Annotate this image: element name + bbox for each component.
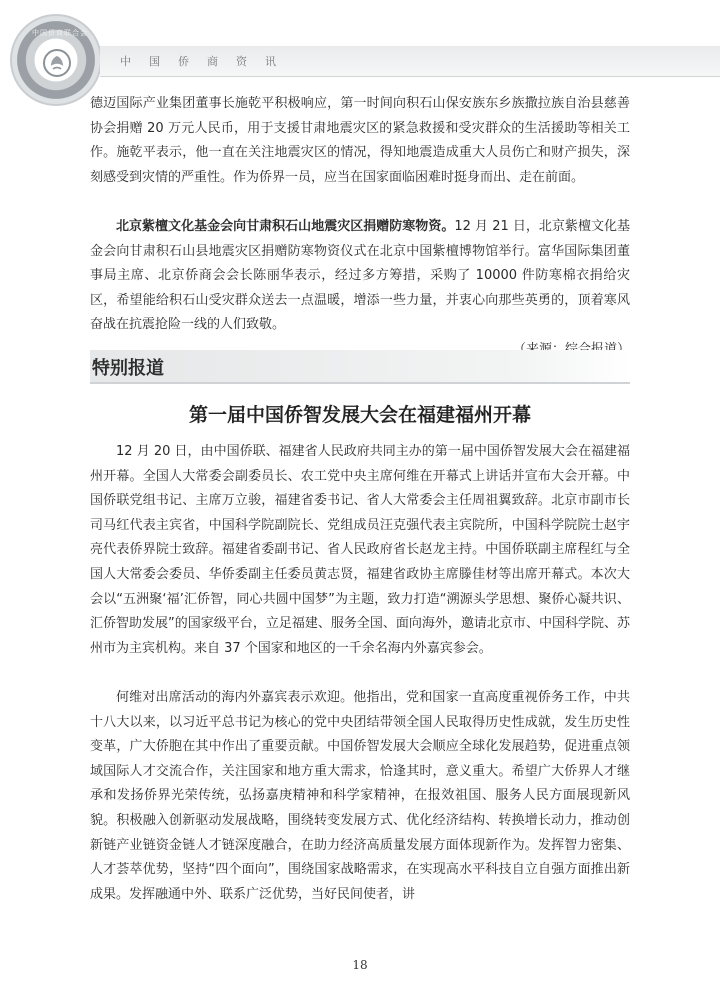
page-number: 18 <box>352 958 368 972</box>
paragraph-lead-heading: 北京紫檀文化基金会向甘肃积石山地震灾区捐赠防寒物资。 <box>116 219 455 234</box>
section-label: 特别报道 <box>92 358 164 379</box>
logo-text: 中国侨商联合会 <box>32 29 88 37</box>
header-band <box>100 46 720 77</box>
paragraph-shiqianping-donation: 德迈国际产业集团董事长施乾平积极响应，第一时间向积石山保安族东乡族撒拉族自治县慈善协会捐赠 20 万元人民币，用于支援甘肃地震灾区的紧急救援和受灾群众的生活援助等相关工作。施乾平表示，他一直在关注地震灾区的情况，得知地震造成重大人员伤亡和财产损失，深刻感受到灾情的严重性。作为侨界一员，应当在国家面临困难时挺身而出、走在前面。 <box>90 96 630 185</box>
article-title: 第一届中国侨智发展大会在福建福州开幕 <box>188 404 531 426</box>
organization-logo <box>10 14 102 106</box>
logo-emblem-icon <box>42 48 72 78</box>
paragraph-body: 12 月 21 日，北京紫檀文化基金会向甘肃积石山县地震灾区捐赠防寒物资仪式在北京中国紫檀博物馆举行。富华国际集团董事局主席、北京侨商会会长陈丽华表示，经过多方筹措，采购了 10000 件防寒棉衣捐给灾区，希望能给积石山受灾群众送去一点温暖，增添一些力量，并衷心向那些英勇的，顶着寒风奋战在抗震抢险一线的人们致敬。 <box>90 219 630 333</box>
publication-title: 中国侨商资讯 <box>120 55 294 68</box>
article-paragraph-opening: 12 月 20 日，由中国侨联、福建省人民政府共同主办的第一届中国侨智发展大会在福建福州开幕。全国人大常委会副委员长、农工党中央主席何维在开幕式上讲话并宣布大会开幕。中国侨联党组书记、主席万立骏，福建省委书记、省人大常委会主任周祖翼致辞。北京市副市长司马红代表主宾省，中国科学院副院长、党组成员汪克强代表主宾院所，中国科学院院士赵宇亮代表侨界院士致辞。福建省委副书记、省人民政府省长赵龙主持。中国侨联副主席程红与全国人大常委会委员、华侨委副主任委员黄志贤，福建省政协主席滕佳材等出席开幕式。本次大会以“五洲聚‘福’汇侨智，同心共圆中国梦”为主题，致力打造“溯源头学思想、聚侨心凝共识、汇侨智助发展”的国家级平台，立足福建、服务全国、面向海外，邀请北京市、中国科学院、苏州市为主宾机构。来自 37 个国家和地区的一千余名海内外嘉宾参会。 <box>90 444 630 656</box>
section-header <box>90 350 630 384</box>
article-paragraph-speech: 何维对出席活动的海内外嘉宾表示欢迎。他指出，党和国家一直高度重视侨务工作，中共十八大以来，以习近平总书记为核心的党中央团结带领全国人民取得历史性成就，发生历史性变革，广大侨胞在其中作出了重要贡献。中国侨智发展大会顺应全球化发展趋势，促进重点领域国际人才交流合作，关注国家和地方重大需求，恰逢其时，意义重大。希望广大侨界人才继承和发扬侨界光荣传统，弘扬嘉庚精神和科学家精神，在报效祖国、服务人民方面展现新风貌。积极融入创新驱动发展战略，围绕转变发展方式、优化经济结构、转换增长动力，推动创新链产业链资金链人才链深度融合，在助力经济高质量发展方面体现新作为。发挥智力密集、人才荟萃优势，坚持“四个面向”，围绕国家战略需求，在实现高水平科技自立自强方面推出新成果。发挥融通中外、联系广泛优势，当好民间使者，讲 <box>90 690 630 902</box>
paragraph-zitan-foundation <box>90 215 630 363</box>
page-header <box>0 0 720 100</box>
